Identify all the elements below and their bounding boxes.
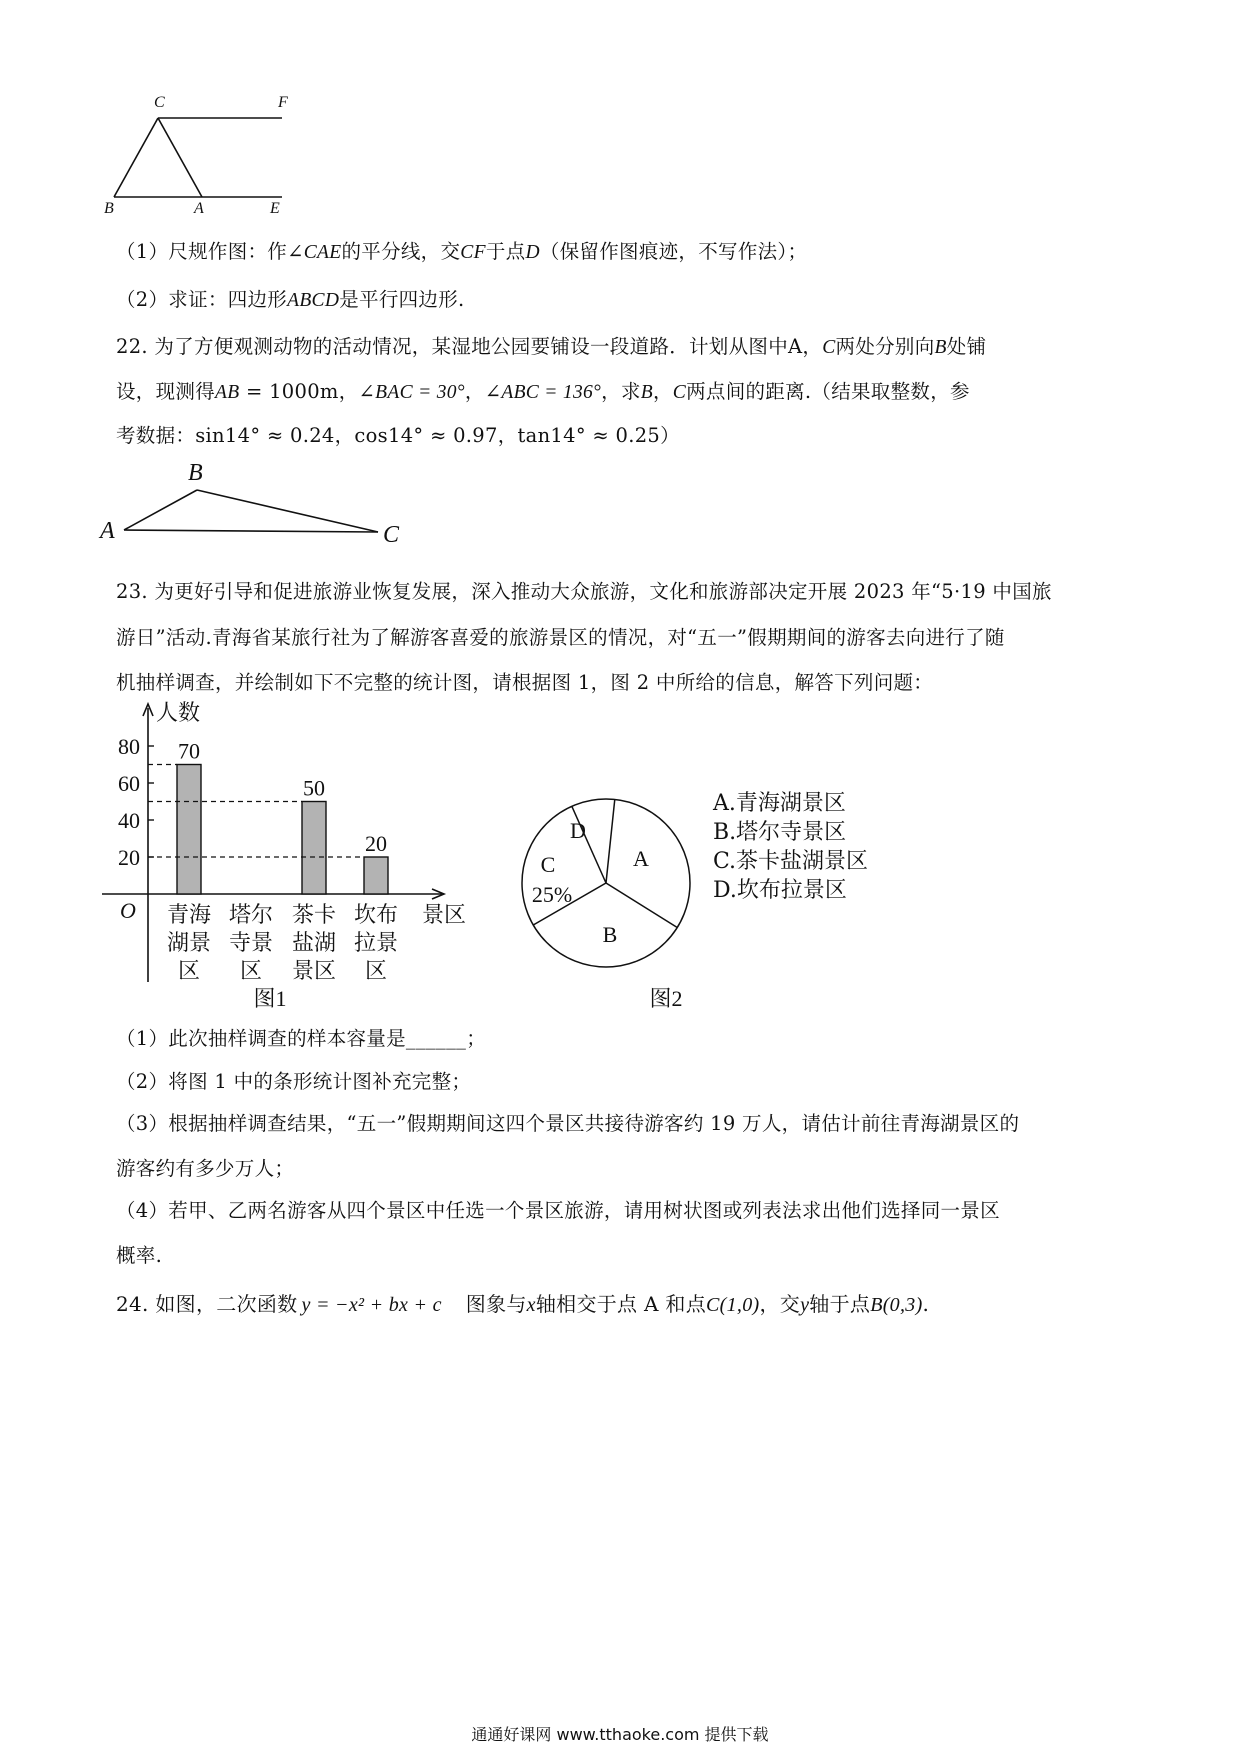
y-axis-label: 人数 xyxy=(156,700,201,725)
x-tick-label: 区 xyxy=(364,958,388,983)
q24-equation: y = −x² + bx + c xyxy=(301,1294,442,1316)
y-tick-label: 40 xyxy=(118,808,140,833)
bar-data-label: 70 xyxy=(178,738,200,764)
x-tick-label: 景区 xyxy=(291,958,337,983)
pie-legend-item-a: A.青海湖景区 xyxy=(713,791,846,816)
q22-l2-b: ， xyxy=(338,380,359,403)
fig1-label-b: B xyxy=(104,200,114,217)
q23-question4a: （4）若甲、乙两名游客从四个景区中任选一个景区旅游，请用树状图或列表法求出他们选择同一景区 xyxy=(116,1199,1000,1222)
pie-legend xyxy=(713,789,868,905)
pie-slice-label: C xyxy=(540,852,556,877)
q22-l2-c: ， xyxy=(464,380,485,403)
fig1-label-c: C xyxy=(154,94,165,111)
q22-figure xyxy=(100,462,420,552)
q23-question3a: （3）根据抽样调查结果，“五一”假期期间这四个景区共接待游客约 19 万人，请估计前往青海湖景区的 xyxy=(116,1112,1020,1135)
x-tick-label: 区 xyxy=(177,958,201,983)
q22-ab-value: = 1000m xyxy=(239,380,339,403)
q24-c: 轴相交于点 A 和点 xyxy=(535,1292,707,1316)
q22-label-c: C xyxy=(383,522,400,548)
q21-cf: CF xyxy=(460,242,486,263)
q22-label-b: B xyxy=(188,460,203,486)
q21-abcd: ABCD xyxy=(287,290,340,311)
q23-question4b: 概率. xyxy=(116,1244,163,1267)
y-tick-label: 60 xyxy=(118,771,140,796)
q22-l2-a: 设，现测得 xyxy=(116,380,216,403)
q22-l1-sep: ， xyxy=(802,335,823,358)
q23-line2: 游日”活动.青海省某旅行社为了解游客喜爱的旅游景区的情况，对“五一”假期期间的游客去向进行了随 xyxy=(116,626,1005,649)
pie-chart xyxy=(510,790,710,1020)
q23-question1: （1）此次抽样调查的样本容量是______； xyxy=(116,1027,487,1050)
bar-data-label: 50 xyxy=(303,775,325,801)
q23-question3b: 游客约有多少万人； xyxy=(116,1157,295,1180)
footer-watermark: 通通好课网 www.tthaoke.com 提供下载 xyxy=(471,1725,769,1744)
q22-l2-d: ，求 xyxy=(601,380,641,403)
bar xyxy=(177,765,201,895)
origin-label: O xyxy=(120,898,136,923)
fig1-label-a: A xyxy=(194,200,204,217)
x-tick-label: 塔尔 xyxy=(228,902,274,927)
q22-l1-a: 22. 为了方便观测动物的活动情况，某湿地公园要铺设一段道路．计划从图中 xyxy=(116,335,789,358)
chart-title: 图2 xyxy=(649,986,683,1011)
q22-line3: 考数据：sin14° ≈ 0.24，cos14° ≈ 0.97，tan14° ≈ 0.25） xyxy=(116,424,680,447)
x-axis-label: 景区 xyxy=(422,902,467,927)
bar xyxy=(302,802,326,895)
pie-slice-percent: 25% xyxy=(531,882,573,907)
q22-l2-point-c: C xyxy=(672,382,687,403)
y-tick-label: 20 xyxy=(118,845,140,870)
q22-l1-b: 两处分别向 xyxy=(835,335,935,358)
chart-title: 图1 xyxy=(253,986,287,1011)
q23-question2: （2）将图 1 中的条形统计图补充完整； xyxy=(116,1070,472,1093)
q24-d: ，交 xyxy=(759,1292,801,1316)
q24-a: 24. 如图，二次函数 xyxy=(116,1292,298,1316)
y-tick-label: 80 xyxy=(118,734,140,759)
x-tick-label: 区 xyxy=(239,958,263,983)
q22-l1-point-c: C xyxy=(822,337,836,358)
q24-point-b: B(0,3) xyxy=(870,1294,923,1316)
q22-l2-f: 两点间的距离.（结果取整数，参 xyxy=(686,380,970,403)
x-tick-label: 盐湖 xyxy=(291,930,337,955)
pie-slice-label: D xyxy=(570,818,586,843)
q23-line1: 23. 为更好引导和促进旅游业恢复发展，深入推动大众旅游，文化和旅游部决定开展 2023 年“5·19 中国旅 xyxy=(116,580,1052,603)
bar-chart xyxy=(100,690,500,1020)
q23-line3: 机抽样调查，并绘制如下不完整的统计图，请根据图 1，图 2 中所给的信息，解答下列问题： xyxy=(116,671,934,694)
q22-l1-point-a: A xyxy=(788,335,803,358)
pie-slice-label: A xyxy=(633,846,649,871)
q22-l1-point-b: B xyxy=(934,337,947,358)
q22-ab: AB xyxy=(215,382,240,403)
q21-point-d: D xyxy=(525,242,540,263)
fig1-label-e: E xyxy=(270,200,280,217)
q21-part1 xyxy=(116,238,807,267)
q22-line2 xyxy=(116,378,970,407)
bar-data-label: 20 xyxy=(365,831,387,856)
x-tick-label: 寺景 xyxy=(228,930,274,955)
fig1-label-f: F xyxy=(278,94,288,111)
q24-f: . xyxy=(922,1292,930,1316)
x-tick-label: 湖景 xyxy=(166,930,212,955)
q21-angle: ∠CAE xyxy=(287,242,342,263)
x-tick-label: 拉景 xyxy=(353,930,399,955)
q24-point-c: C(1,0) xyxy=(706,1294,760,1316)
pie-legend-item-c: C.茶卡盐湖景区 xyxy=(713,849,869,874)
q21-figure xyxy=(100,94,330,250)
q24-b: 图象与 xyxy=(465,1292,527,1316)
q22-label-a: A xyxy=(100,518,115,544)
q21-p2-text-b: 是平行四边形. xyxy=(339,288,465,311)
q22-line1 xyxy=(116,333,986,362)
q24-line xyxy=(116,1290,929,1319)
q21-p1-text-a: （1）尺规作图：作 xyxy=(116,240,288,263)
q21-figure-svg xyxy=(100,100,330,250)
q22-l2-e: ， xyxy=(652,380,673,403)
q21-p1-text-b: 的平分线，交 xyxy=(341,240,461,263)
x-tick-label: 茶卡 xyxy=(291,902,337,927)
q21-p1-text-e: （保留作图痕迹，不写作法）； xyxy=(539,240,808,263)
q24-e: 轴于点 xyxy=(809,1292,871,1316)
q21-p1-text-c: 于点 xyxy=(485,240,526,263)
q22-l1-c: 处铺 xyxy=(946,335,987,358)
q24-x: x xyxy=(526,1294,536,1316)
x-tick-label: 青海 xyxy=(166,902,212,927)
bar xyxy=(364,857,388,894)
q22-angle-abc: ∠ABC = 136° xyxy=(484,382,602,403)
pie-legend-item-b: B.塔尔寺景区 xyxy=(713,820,847,845)
x-tick-label: 坎布 xyxy=(353,902,399,927)
pie-slice-label: B xyxy=(602,922,618,947)
q22-figure-svg xyxy=(100,462,420,552)
pie-legend-item-d: D.坎布拉景区 xyxy=(713,878,847,903)
pie-slice-boundary xyxy=(606,883,677,928)
pie-slice-boundary xyxy=(606,799,615,883)
q24-y: y xyxy=(800,1294,810,1316)
q22-angle-bac: ∠BAC = 30° xyxy=(358,382,465,403)
q21-part2 xyxy=(116,286,465,315)
q21-p2-text-a: （2）求证：四边形 xyxy=(116,288,288,311)
q22-l2-point-b: B xyxy=(640,382,653,403)
